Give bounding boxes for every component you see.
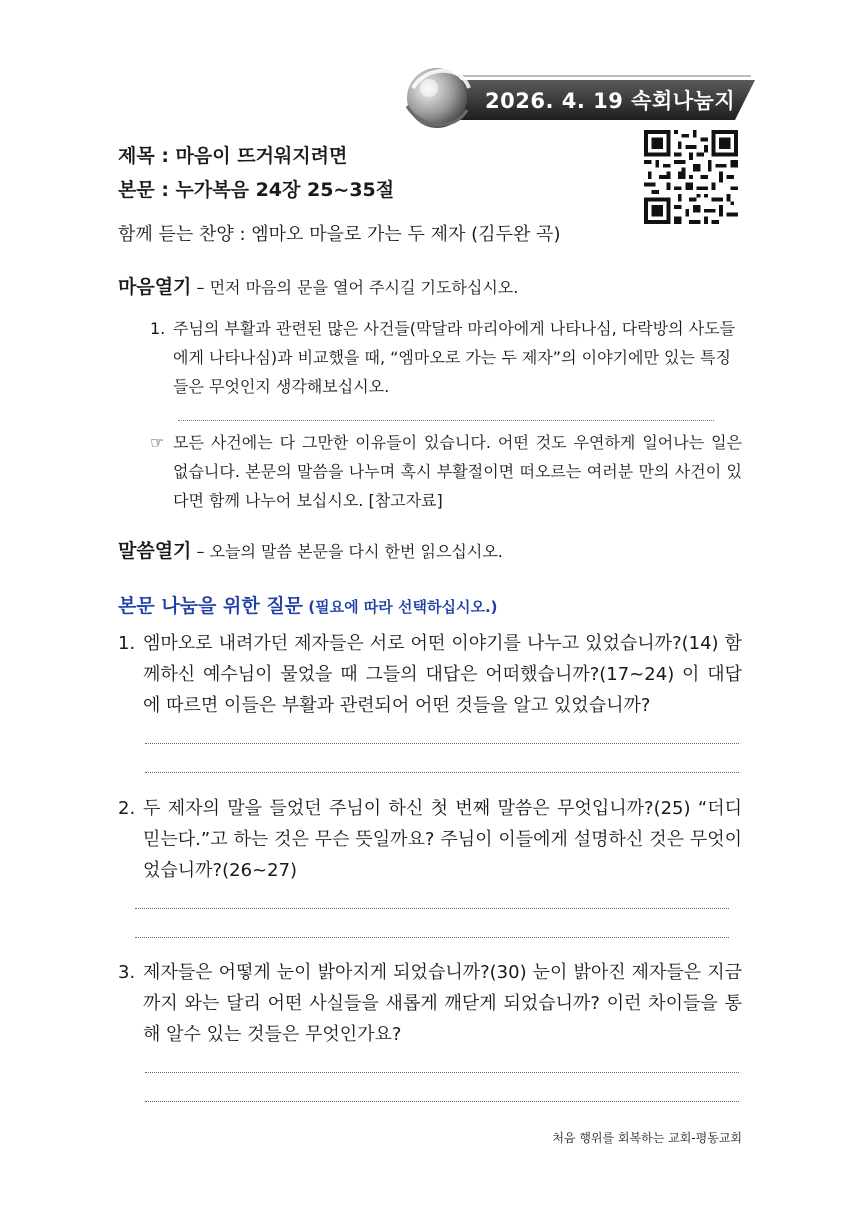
open-heart-question xyxy=(150,314,742,401)
answer-line[interactable] xyxy=(178,420,714,421)
date-title: 2026. 4. 19 속회나눔지 xyxy=(485,89,736,113)
sermon-scripture: 본문 : 누가복음 24장 25~35절 xyxy=(118,179,395,201)
question-number: 1. xyxy=(118,633,136,654)
open-word-title: 말씀열기 xyxy=(118,540,192,562)
question-number: 3. xyxy=(118,962,136,983)
question-item xyxy=(118,957,742,1050)
qr-code-icon xyxy=(643,130,739,224)
open-word-heading xyxy=(118,536,503,563)
pointing-hand-icon: ☞ xyxy=(150,433,165,452)
sermon-title: 제목 : 마음이 뜨거워지려면 xyxy=(118,145,348,167)
open-word-desc: – 오늘의 말씀 본문을 다시 한번 읽으십시오. xyxy=(191,542,503,561)
footer-church-name: 처음 행위를 회복하는 교회-평동교회 xyxy=(552,1131,742,1145)
reference-note xyxy=(150,428,742,515)
question-number: 2. xyxy=(118,798,136,819)
open-heart-heading xyxy=(118,272,518,299)
answer-line[interactable] xyxy=(135,908,729,909)
swirl-icon xyxy=(407,68,469,128)
questions-title: 본문 나눔을 위한 질문 xyxy=(118,595,304,617)
question-item xyxy=(118,793,742,886)
answer-line[interactable] xyxy=(135,937,729,938)
question-text: 엠마오로 내려가던 제자들은 서로 어떤 이야기를 나누고 있었습니까?(14) 함께하신 예수님이 물었을 때 그들의 대답은 어떠했습니까?(17~24) 이 대답에 따르면 이들은 부활과 관련되어 어떤 것들을 알고 있었습니까? xyxy=(143,633,742,716)
question-number: 1. xyxy=(150,319,166,338)
answer-line[interactable] xyxy=(145,772,739,773)
answer-line[interactable] xyxy=(145,743,739,744)
open-heart-title: 마음열기 xyxy=(118,276,192,298)
answer-line[interactable] xyxy=(145,1101,739,1102)
hymn-line: 함께 듣는 찬양 : 엠마오 마을로 가는 두 제자 (김두완 곡) xyxy=(118,224,561,245)
question-item xyxy=(118,628,742,721)
question-text: 제자들은 어떻게 눈이 밝아지게 되었습니까?(30) 눈이 밝아진 제자들은 지금까지 와는 달리 어떤 사실들을 새롭게 깨닫게 되었습니까? 이런 차이들을 통해 알수 있는 것들은 무엇인가요? xyxy=(143,962,742,1045)
answer-line[interactable] xyxy=(145,1072,739,1073)
questions-subtitle: (필요에 따라 선택하십시오.) xyxy=(303,598,498,616)
note-text: 모든 사건에는 다 그만한 이유들이 있습니다. 어떤 것도 우연하게 일어나는 일은 없습니다. 본문의 말씀을 나누며 혹시 부활절이면 떠오르는 여러분 만의 사건이 있다면 함께 나누어 보십시오. [참고자료] xyxy=(173,433,742,510)
question-text: 두 제자의 말을 들었던 주님이 하신 첫 번째 말씀은 무엇입니까?(25) “더디 믿는다.”고 하는 것은 무슨 뜻일까요? 주님이 이들에게 설명하신 것은 무엇이었습니까?(26~27) xyxy=(143,798,742,881)
questions-heading xyxy=(118,591,498,618)
open-heart-desc: – 먼저 마음의 문을 열어 주시길 기도하십시오. xyxy=(191,278,519,297)
question-text: 주님의 부활과 관련된 많은 사건들(막달라 마리아에게 나타나심, 다락방의 사도들에게 나타나심)과 비교했을 때, “엠마오로 가는 두 제자”의 이야기에만 있는 특징들은 무엇인지 생각해보십시오. xyxy=(173,319,736,396)
